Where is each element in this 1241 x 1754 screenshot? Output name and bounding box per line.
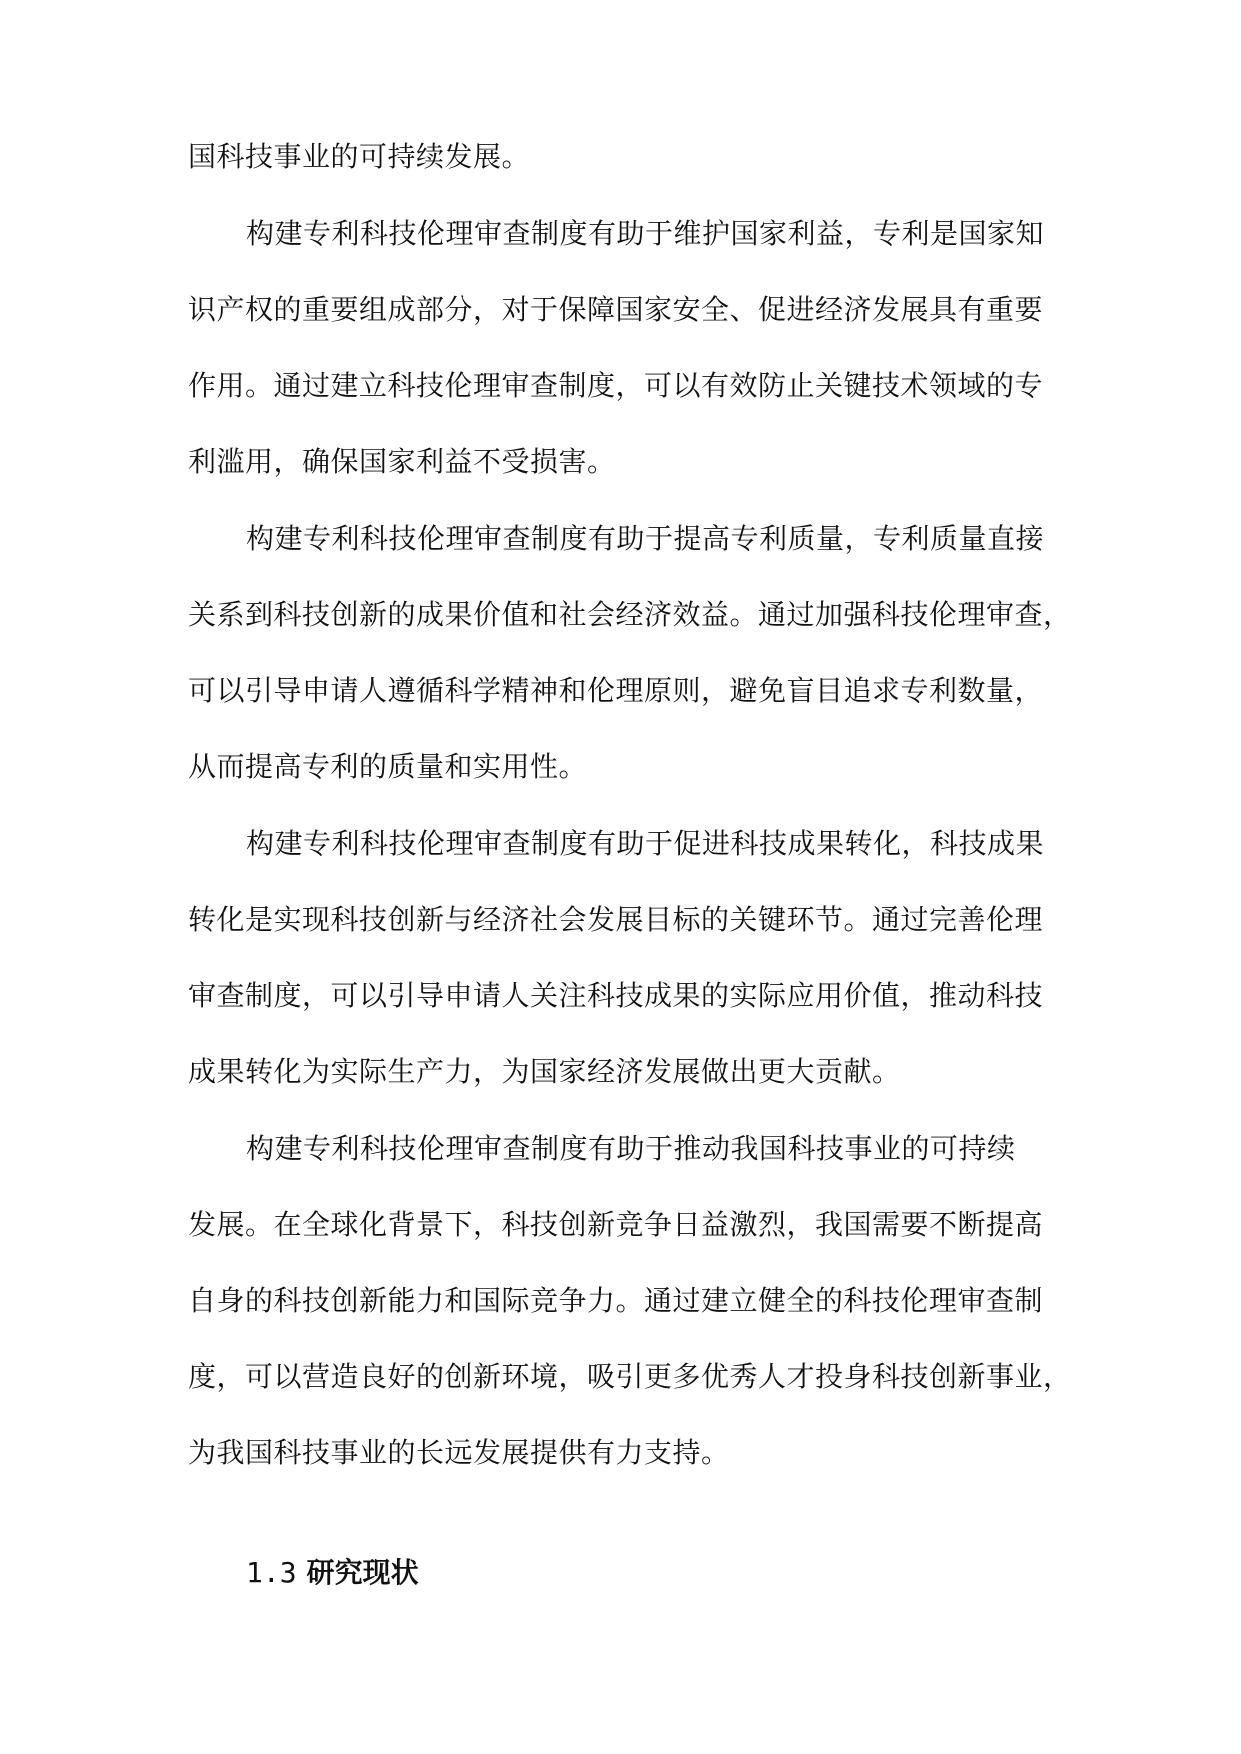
paragraph-line: 构建专利科技伦理审查制度有助于维护国家利益，专利是国家知 [246,217,1045,250]
paragraph-line: 构建专利科技伦理审查制度有助于提高专利质量，专利质量直接 [246,522,1045,555]
paragraph-line: 构建专利科技伦理审查制度有助于促进科技成果转化，科技成果 [246,827,1045,860]
paragraph-line: 发展。在全球化背景下，科技创新竞争日益激烈，我国需要不断提高 [188,1208,1044,1241]
paragraph-line: 度，可以营造良好的创新环境，吸引更多优秀人才投身科技创新事业， [188,1360,1072,1393]
body-text [188,138,1072,1472]
paragraph-line: 为我国科技事业的长远发展提供有力支持。 [188,1436,730,1469]
paragraph-line: 构建专利科技伦理审查制度有助于推动我国科技事业的可持续 [246,1132,1016,1165]
paragraph-line: 成果转化为实际生产力，为国家经济发展做出更大贡献。 [188,1055,901,1088]
section-number: 1.3 [246,1556,297,1589]
section-heading [246,1554,419,1592]
section-title: 研究现状 [306,1556,419,1589]
paragraph-line: 自身的科技创新能力和国际竞争力。通过建立健全的科技伦理审查制 [188,1284,1044,1317]
paragraph-line: 作用。通过建立科技伦理审查制度，可以有效防止关键技术领域的专 [188,369,1044,402]
paragraph-line: 审查制度，可以引导申请人关注科技成果的实际应用价值，推动科技 [188,979,1044,1012]
paragraph-line: 可以引导申请人遵循科学精神和伦理原则，避免盲目追求专利数量， [188,674,1044,707]
paragraph-line: 从而提高专利的质量和实用性。 [188,750,588,783]
paragraph-line: 转化是实现科技创新与经济社会发展目标的关键环节。通过完善伦理 [188,903,1044,936]
paragraph-line: 利滥用，确保国家利益不受损害。 [188,445,616,478]
paragraph-line: 关系到科技创新的成果价值和社会经济效益。通过加强科技伦理审查， [188,598,1072,631]
paragraph-line: 识产权的重要组成部分，对于保障国家安全、促进经济发展具有重要 [188,293,1044,326]
paragraph-line: 国科技事业的可持续发展。 [188,140,531,173]
